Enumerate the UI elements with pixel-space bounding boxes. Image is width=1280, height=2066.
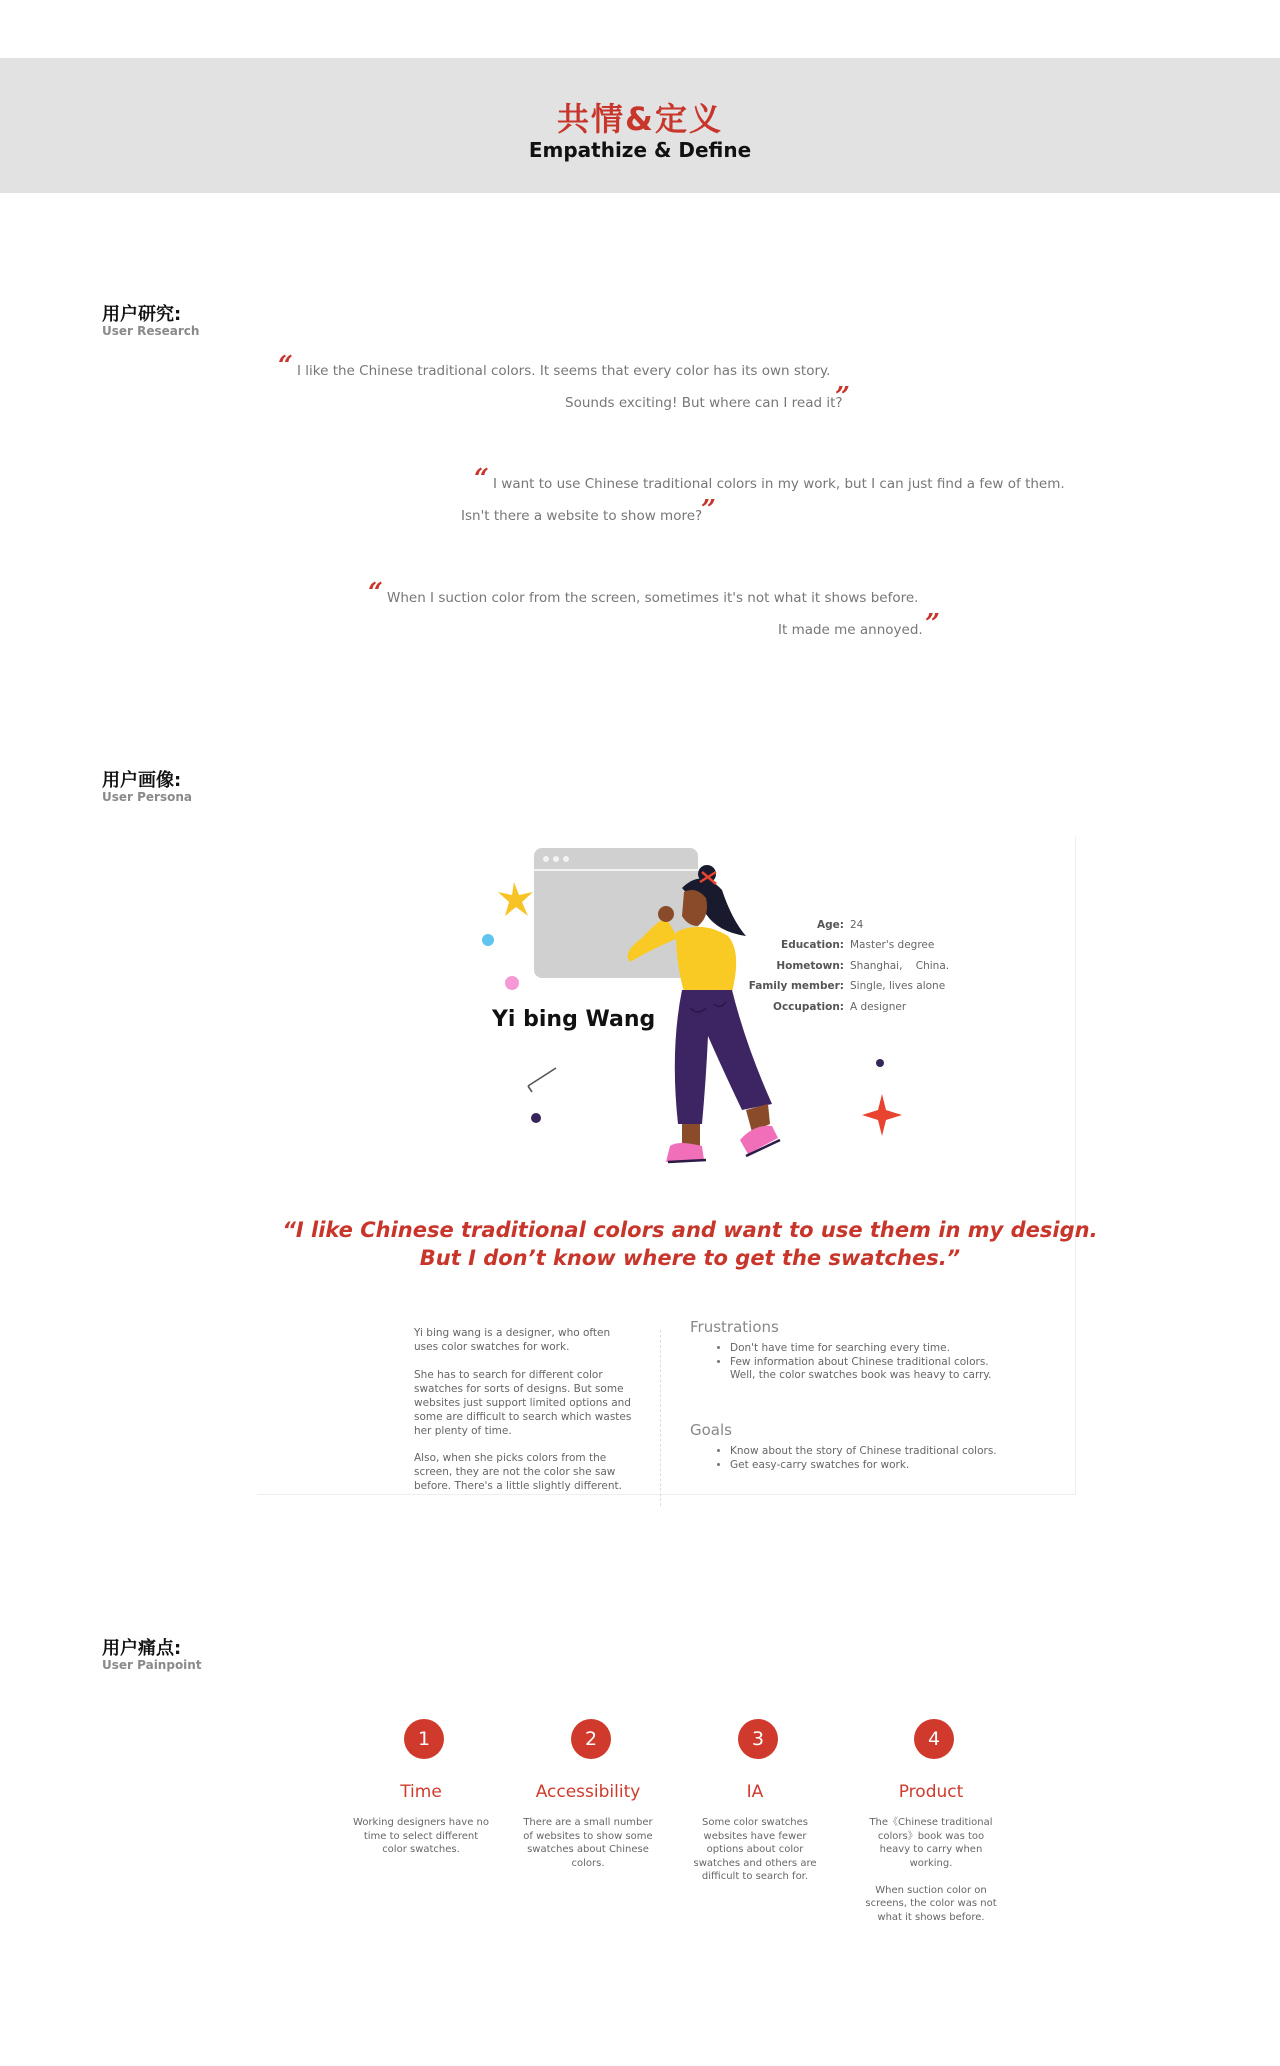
painpoint-description: Working designers have no time to select different color swatches. bbox=[353, 1817, 489, 1855]
goals-heading: Goals bbox=[690, 1421, 732, 1439]
yellow-sparkle-icon bbox=[498, 882, 533, 916]
info-label-occupation: Occupation: bbox=[773, 1001, 844, 1013]
user-research-title-cn: 用户研究: bbox=[102, 304, 182, 325]
user-persona-title-cn: 用户画像: bbox=[102, 770, 182, 791]
painpoint-title: Time bbox=[400, 1782, 442, 1802]
blue-dot bbox=[482, 934, 494, 946]
info-value-occupation: A designer bbox=[850, 1001, 907, 1013]
list-item: • Few information about Chinese traditional colors. Well, the color swatches book was heavy to carry. bbox=[730, 1356, 1000, 1383]
close-quote-icon: ” bbox=[835, 382, 850, 412]
frustrations-list bbox=[690, 1342, 1000, 1383]
quote-line: Sounds exciting! But where can I read it? bbox=[565, 395, 843, 411]
info-label-education: Education: bbox=[781, 939, 844, 951]
painpoint-number-badge: 3 bbox=[738, 1719, 778, 1759]
quote-line: It made me annoyed. bbox=[778, 622, 923, 638]
painpoint-title: Accessibility bbox=[535, 1782, 641, 1802]
info-value-education: Master's degree bbox=[850, 939, 935, 951]
painpoint-title: Product bbox=[898, 1782, 964, 1802]
open-quote-icon: “ bbox=[368, 578, 383, 608]
info-label-family: Family member: bbox=[748, 980, 844, 992]
persona-quote bbox=[250, 1216, 1130, 1272]
painpoint-description: The《Chinese traditional colors》book was too heavy to carry when working. When suction color on screens, the color was not what it shows before. bbox=[865, 1817, 997, 1923]
open-quote-icon: “ bbox=[474, 464, 489, 494]
persona-bio-paragraph: Yi bing wang is a designer, who often uses color swatches for work. bbox=[414, 1327, 611, 1353]
list-item: • Get easy-carry swatches for work. bbox=[730, 1459, 1000, 1473]
section-header-band bbox=[0, 58, 1280, 193]
squiggle-icon bbox=[528, 1068, 556, 1092]
user-research-title-en: User Research bbox=[102, 324, 200, 338]
painpoint-number-badge: 1 bbox=[404, 1719, 444, 1759]
page-title-en: Empathize & Define bbox=[528, 138, 752, 162]
red-sparkle-icon bbox=[862, 1094, 902, 1136]
quote-line: I like the Chinese traditional colors. It seems that every color has its own story. bbox=[297, 363, 831, 379]
user-persona-title-en: User Persona bbox=[102, 790, 192, 804]
quote-line: I want to use Chinese traditional colors in my work, but I can just find a few of them. bbox=[493, 476, 1065, 492]
user-painpoint-title-en: User Painpoint bbox=[102, 1658, 202, 1672]
open-quote-icon: “ bbox=[278, 351, 293, 381]
vertical-divider bbox=[660, 1330, 661, 1506]
painpoint-description: There are a small number of websites to show some swatches about Chinese colors. bbox=[523, 1817, 653, 1869]
info-label-hometown: Hometown: bbox=[776, 960, 844, 972]
persona-name: Yi bing Wang bbox=[492, 1007, 656, 1032]
persona-quote-line: But I don’t know where to get the swatches.” bbox=[419, 1246, 961, 1270]
goals-list bbox=[690, 1445, 1000, 1472]
painpoint-number-badge: 4 bbox=[914, 1719, 954, 1759]
list-item: • Don't have time for searching every time. bbox=[730, 1342, 1000, 1356]
painpoint-title: IA bbox=[746, 1782, 764, 1802]
page-title-cn: 共情&定义 bbox=[557, 100, 723, 138]
frustrations-heading: Frustrations bbox=[690, 1318, 779, 1336]
painpoint-description: Some color swatches websites have fewer options about color swatches and others are difficult to search for. bbox=[693, 1817, 817, 1882]
quote-line: Isn't there a website to show more? bbox=[461, 508, 703, 524]
info-value-hometown: Shanghai, China. bbox=[850, 960, 950, 972]
close-quote-icon: ” bbox=[925, 609, 940, 639]
persona-quote-line: “I like Chinese traditional colors and want to use them in my design. bbox=[282, 1218, 1098, 1242]
info-value-age: 24 bbox=[850, 919, 864, 931]
quote-line: When I suction color from the screen, sometimes it's not what it shows before. bbox=[387, 590, 919, 606]
info-value-family: Single, lives alone bbox=[850, 980, 946, 992]
painpoint-number-badge: 2 bbox=[571, 1719, 611, 1759]
persona-bio-paragraph: She has to search for different color swatches for sorts of designs. But some websites just support limited options and some are difficult to search which wastes her plenty of time. bbox=[414, 1369, 632, 1437]
close-quote-icon: ” bbox=[701, 495, 716, 525]
navy-dot bbox=[531, 1113, 541, 1123]
list-item: • Know about the story of Chinese traditional colors. bbox=[730, 1445, 1000, 1459]
pink-dot bbox=[505, 976, 519, 990]
info-label-age: Age: bbox=[817, 919, 844, 931]
persona-bio-paragraph: Also, when she picks colors from the screen, they are not the color she saw before. There's a little slightly different. bbox=[414, 1452, 622, 1492]
navy-dot bbox=[876, 1059, 884, 1067]
user-painpoint-title-cn: 用户痛点: bbox=[102, 1638, 182, 1659]
